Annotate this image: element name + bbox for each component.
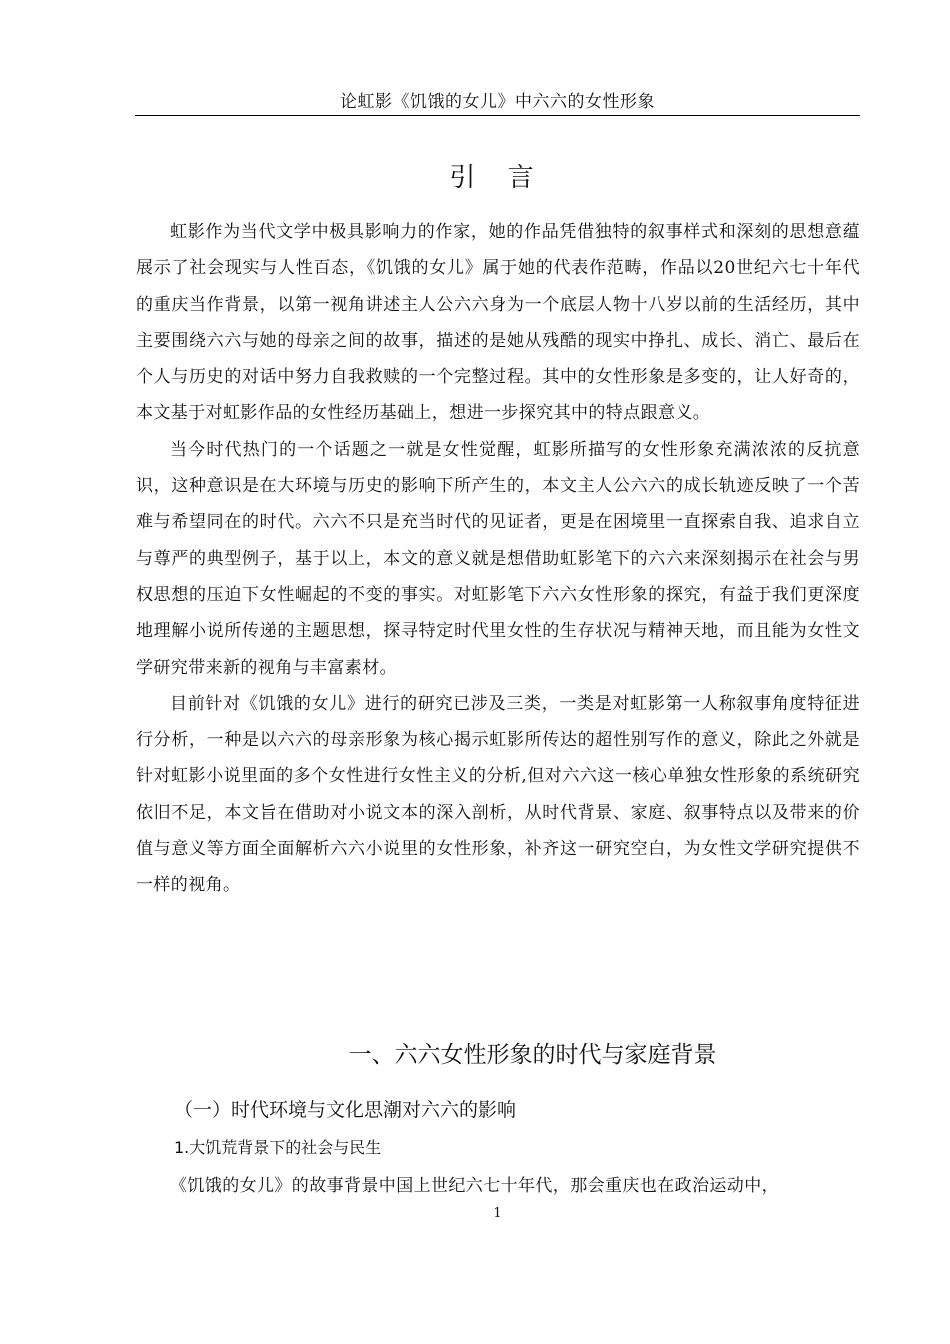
sub-heading: （一）时代环境与文化思潮对六六的影响 — [174, 1099, 517, 1121]
header-rule — [135, 115, 860, 116]
intro-body — [136, 214, 860, 904]
sub-sub-heading: 1.大饥荒背景下的社会与民生 — [174, 1138, 382, 1157]
section-heading: 一、六六女性形象的时代与家庭背景 — [348, 1042, 717, 1068]
intro-paragraph-1: 虹影作为当代文学中极具影响力的作家，她的作品凭借独特的叙事样式和深刻的思想意蕴展示了社会现实与人性百态，《饥饿的女儿》属于她的代表作范畴，作品以20世纪六七十年代的重庆当作背景，以第一视角讲述主人公六六身为一个底层人物十八岁以前的生活经历，其中主要围绕六六与她的母亲之间的故事，描述的是她从残酷的现实中挣扎、成长、消亡、最后在个人与历史的对话中努力自我救赎的一个完整过程。其中的女性形象是多变的，让人好奇的，本文基于对虹影作品的女性经历基础上，想进一步探究其中的特点跟意义。 — [136, 222, 860, 424]
running-header: 论虹影《饥饿的女儿》中六六的女性形象 — [340, 92, 655, 112]
section-paragraph: 《饥饿的女儿》的故事背景中国上世纪六七十年代，那会重庆也在政治运动中， — [170, 1176, 779, 1196]
page-number: 1 — [493, 1206, 502, 1221]
intro-paragraph-2: 当今时代热门的一个话题之一就是女性觉醒，虹影所描写的女性形象充满浓浓的反抗意识，这种意识是在大环境与历史的影响下所产生的，本文主人公六六的成长轨迹反映了一个苦难与希望同在的时代。六六不只是充当时代的见证者，更是在困境里一直探索自我、追求自立与尊严的典型例子，基于以上，本文的意义就是想借助虹影笔下的六六来深刻揭示在社会与男权思想的压迫下女性崛起的不变的事实。对虹影笔下六六女性形象的探究，有益于我们更深度地理解小说所传递的主题思想，探寻特定时代里女性的生存状况与精神天地，而且能为女性文学研究带来新的视角与丰富素材。 — [136, 439, 860, 678]
intro-paragraph-3: 目前针对《饥饿的女儿》进行的研究已涉及三类，一类是对虹影第一人称叙事角度特征进行分析，一种是以六六的母亲形象为核心揭示虹影所传达的超性别写作的意义，除此之外就是针对虹影小说里面的多个女性进行女性主义的分析,但对六六这一核心单独女性形象的系统研究依旧不足，本文旨在借助对小说文本的深入剖析，从时代背景、家庭、叙事特点以及带来的价值与意义等方面全面解析六六小说里的女性形象，补齐这一研究空白，为女性文学研究提供不一样的视角。 — [136, 693, 860, 896]
intro-title: 引 言 — [449, 163, 546, 193]
